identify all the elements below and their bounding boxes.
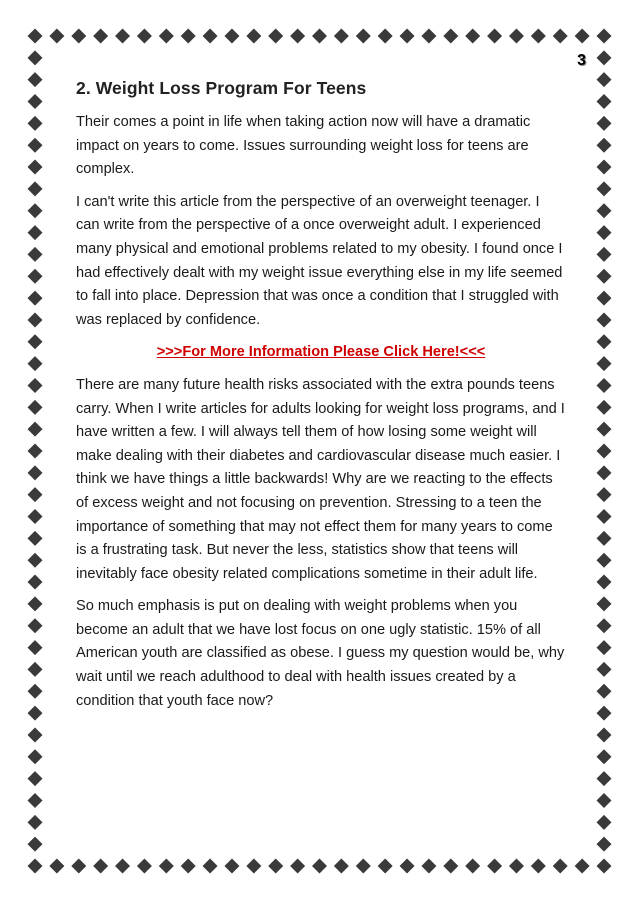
border-diamond	[597, 203, 612, 218]
border-diamond	[28, 160, 43, 175]
border-diamond	[28, 662, 43, 677]
border-diamond	[531, 29, 546, 44]
border-diamond	[28, 793, 43, 808]
border-diamond	[597, 50, 612, 65]
border-diamond	[597, 706, 612, 721]
border-diamond	[268, 859, 283, 874]
border-diamond	[290, 29, 305, 44]
border-diamond	[465, 859, 480, 874]
border-diamond	[181, 29, 196, 44]
border-diamond	[597, 815, 612, 830]
border-diamond	[597, 859, 612, 874]
border-diamond	[28, 116, 43, 131]
border-diamond	[597, 465, 612, 480]
border-diamond	[597, 356, 612, 371]
border-diamond	[93, 859, 108, 874]
border-diamond	[312, 29, 327, 44]
border-diamond	[597, 444, 612, 459]
border-diamond	[597, 596, 612, 611]
border-diamond	[28, 487, 43, 502]
border-diamond	[597, 181, 612, 196]
border-diamond	[597, 225, 612, 240]
border-diamond	[597, 793, 612, 808]
page-number: 3	[577, 52, 586, 69]
border-diamond	[597, 487, 612, 502]
border-diamond	[378, 859, 393, 874]
border-diamond	[28, 727, 43, 742]
border-diamond	[487, 859, 502, 874]
border-diamond	[421, 29, 436, 44]
border-diamond	[28, 859, 43, 874]
paragraph-1: Their comes a point in life when taking action now will have a dramatic impact on years to come. Issues surrounding weight loss for teens are complex.	[76, 114, 531, 178]
border-diamond	[509, 29, 524, 44]
border-diamond	[28, 378, 43, 393]
border-diamond	[575, 859, 590, 874]
more-information-link[interactable]: >>>For More Information Please Click Here!<<<	[156, 344, 486, 361]
border-diamond	[71, 859, 86, 874]
paragraph-4: So much emphasis is put on dealing with weight problems when you become an adult that we have lost focus on one ugly statistic. 15% of all American youth are classified as obese. I guess my question would be, why wait until we reach adulthood to deal with health issues created by a condition that youth face now?	[76, 598, 565, 709]
border-diamond	[28, 706, 43, 721]
border-diamond	[597, 640, 612, 655]
border-diamond	[49, 29, 64, 44]
border-diamond	[400, 859, 415, 874]
border-diamond	[597, 662, 612, 677]
border-diamond	[137, 29, 152, 44]
border-diamond	[181, 859, 196, 874]
border-diamond	[115, 859, 130, 874]
section-heading: 2. Weight Loss Program For Teens	[76, 78, 367, 98]
border-diamond	[115, 29, 130, 44]
paragraph-2: I can't write this article from the perspective of an overweight teenager. I can write from the perspective of a once overweight adult. I experienced many physical and emotional problems related to my obesity. I found once I had effectively dealt with my weight issue everything else in my life seemed to fall into place. Depression that was once a condition that I struggled with was replaced by confidence.	[76, 193, 563, 328]
border-diamond	[28, 444, 43, 459]
border-diamond	[334, 859, 349, 874]
border-diamond	[597, 618, 612, 633]
border-diamond	[28, 771, 43, 786]
border-diamond	[597, 837, 612, 852]
border-diamond	[28, 181, 43, 196]
border-diamond	[597, 116, 612, 131]
border-diamond	[312, 859, 327, 874]
border-diamond	[71, 29, 86, 44]
border-diamond	[28, 618, 43, 633]
border-diamond	[28, 94, 43, 109]
border-diamond	[28, 684, 43, 699]
border-diamond	[575, 29, 590, 44]
border-diamond	[28, 225, 43, 240]
border-diamond	[28, 247, 43, 262]
border-diamond	[28, 400, 43, 415]
border-diamond	[49, 859, 64, 874]
border-diamond	[597, 160, 612, 175]
border-diamond	[378, 29, 393, 44]
border-diamond	[268, 29, 283, 44]
border-diamond	[334, 29, 349, 44]
border-diamond	[28, 531, 43, 546]
border-diamond	[597, 291, 612, 306]
border-diamond	[597, 771, 612, 786]
border-diamond	[28, 575, 43, 590]
border-diamond	[597, 378, 612, 393]
border-diamond	[597, 29, 612, 44]
border-diamond	[597, 247, 612, 262]
document-body	[76, 78, 566, 722]
border-diamond	[28, 138, 43, 153]
border-diamond	[597, 509, 612, 524]
border-diamond	[487, 29, 502, 44]
border-diamond	[597, 749, 612, 764]
border-diamond	[356, 859, 371, 874]
border-diamond	[246, 859, 261, 874]
border-diamond	[224, 859, 239, 874]
border-diamond	[400, 29, 415, 44]
border-diamond	[28, 465, 43, 480]
border-diamond	[28, 312, 43, 327]
border-diamond	[28, 334, 43, 349]
border-diamond	[597, 334, 612, 349]
border-diamond	[443, 859, 458, 874]
border-diamond	[159, 29, 174, 44]
border-diamond	[224, 29, 239, 44]
border-diamond	[28, 291, 43, 306]
border-diamond	[203, 859, 218, 874]
border-diamond	[28, 29, 43, 44]
border-diamond	[421, 859, 436, 874]
border-diamond	[553, 29, 568, 44]
border-diamond	[28, 553, 43, 568]
border-diamond	[28, 815, 43, 830]
border-diamond	[28, 509, 43, 524]
border-diamond	[137, 859, 152, 874]
border-diamond	[597, 575, 612, 590]
border-diamond	[553, 859, 568, 874]
border-diamond	[465, 29, 480, 44]
border-diamond	[28, 269, 43, 284]
border-diamond	[28, 422, 43, 437]
paragraph-3: There are many future health risks associated with the extra pounds teens carry. When I write articles for adults looking for weight loss programs, and I have written a few. I will always tell them of how losing some weight will make dealing with their diabetes and cardiovascular disease much easier. I think we have things a little backwards! Why are we reacting to the effects of excess weight and not focusing on prevention. Stressing to a teen the importance of something that may not effect them for many years to come is a frustrating task. But never the less, statistics show that teens will inevitably face obesity related complications sometime in their adult life.	[76, 376, 565, 582]
border-diamond	[597, 400, 612, 415]
border-diamond	[28, 356, 43, 371]
border-diamond	[531, 859, 546, 874]
border-diamond	[597, 531, 612, 546]
border-diamond	[443, 29, 458, 44]
border-diamond	[597, 94, 612, 109]
border-diamond	[93, 29, 108, 44]
border-diamond	[28, 72, 43, 87]
border-diamond	[509, 859, 524, 874]
border-diamond	[356, 29, 371, 44]
border-diamond	[28, 50, 43, 65]
border-diamond	[28, 203, 43, 218]
border-diamond	[203, 29, 218, 44]
info-link-line	[76, 341, 566, 365]
border-diamond	[28, 749, 43, 764]
border-diamond	[28, 596, 43, 611]
border-diamond	[597, 422, 612, 437]
border-diamond	[28, 837, 43, 852]
border-diamond	[597, 269, 612, 284]
border-diamond	[28, 640, 43, 655]
border-diamond	[597, 553, 612, 568]
border-diamond	[246, 29, 261, 44]
border-diamond	[597, 138, 612, 153]
border-diamond	[159, 859, 174, 874]
border-diamond	[597, 727, 612, 742]
border-diamond	[290, 859, 305, 874]
border-diamond	[597, 312, 612, 327]
border-diamond	[597, 684, 612, 699]
border-diamond	[597, 72, 612, 87]
